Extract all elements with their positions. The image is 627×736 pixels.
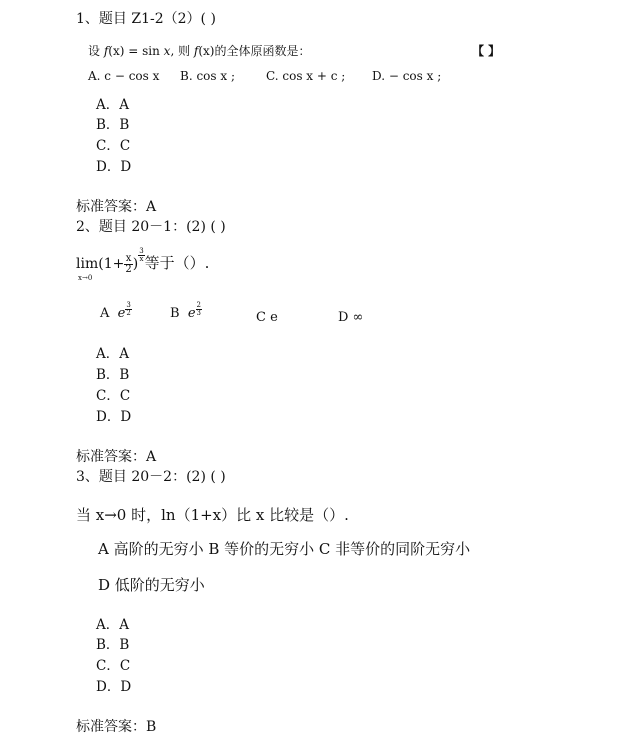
a-exp-num: 3 <box>126 301 131 309</box>
question-3-option-b[interactable]: B．B <box>96 637 130 653</box>
stem-suffix: 的全体原函数是： <box>214 44 311 58</box>
frac-num: x <box>125 252 132 264</box>
question-2-option-a[interactable]: A．A <box>96 346 129 362</box>
question-1-choice-d: D. − cos x ; <box>372 69 442 83</box>
question-3-choices-line-2: D 低阶的无穷小 <box>98 576 205 594</box>
exp-num: 3 <box>139 247 144 255</box>
stem-xv: x <box>163 44 171 58</box>
lim-subscript: x→0 <box>78 274 93 282</box>
question-1-title: 1、题目 Z1-2（2）( ) <box>76 11 216 27</box>
choice-a-exponent <box>125 302 131 317</box>
question-2-option-c[interactable]: C．C <box>96 388 131 404</box>
paren-open: (1+ <box>98 256 125 272</box>
question-1-option-d[interactable]: D．D <box>96 159 132 175</box>
stem-f: f <box>103 44 109 58</box>
question-2-option-d[interactable]: D．D <box>96 409 132 425</box>
question-1-option-b[interactable]: B．B <box>96 117 130 133</box>
stem-text: 设 <box>88 44 104 58</box>
question-1-bracket: 【 】 <box>472 44 501 58</box>
question-1-option-c[interactable]: C．C <box>96 138 131 154</box>
frac-den: 2 <box>125 263 132 275</box>
question-3-title: 3、题目 20－2：(2) ( ) <box>76 469 226 485</box>
b-exp-num: 2 <box>196 301 201 309</box>
stem-f2: f <box>193 44 199 58</box>
question-2-choice-c: C e <box>256 310 278 325</box>
choice-a-label: A <box>100 306 110 321</box>
question-2-choice-d: D ∞ <box>338 310 364 325</box>
choice-b-base: e <box>187 306 196 321</box>
question-2-standard-answer: 标准答案：A <box>76 449 157 465</box>
question-1-standard-answer: 标准答案：A <box>76 199 157 215</box>
stem-x: (x) <box>108 44 125 58</box>
question-3-option-c[interactable]: C．C <box>96 658 131 674</box>
question-3-option-a[interactable]: A．A <box>96 617 129 633</box>
lim-text: lim <box>76 256 99 272</box>
fraction-x-over-2 <box>124 254 132 275</box>
question-2-choice-b <box>170 301 202 321</box>
paren-close: ) <box>132 256 139 272</box>
stem-mid: , 则 <box>170 44 194 58</box>
limit-expression <box>76 256 99 282</box>
question-2-choice-a <box>100 301 132 321</box>
question-2-stem <box>76 247 210 282</box>
choice-a-base: e <box>117 306 126 321</box>
question-2-option-b[interactable]: B．B <box>96 367 130 383</box>
question-2-title: 2、题目 20－1：(2) ( ) <box>76 219 226 235</box>
question-3-stem: 当 x→0 时，ln（1+x）比 x 比较是（）. <box>76 506 349 524</box>
exp-den: x <box>139 255 144 263</box>
question-1-choice-c: C. cos x + c ; <box>266 69 346 83</box>
stem-eq: = sin <box>124 44 164 58</box>
choice-b-label: B <box>170 306 180 321</box>
stem-x2: (x) <box>198 44 215 58</box>
b-exp-den: 3 <box>196 309 201 317</box>
a-exp-den: 2 <box>126 309 131 317</box>
question-3-choices-line-1: A 高阶的无穷小 B 等价的无穷小 C 非等价的同阶无穷小 <box>98 540 471 558</box>
stem-tail: 等于（）. <box>144 254 210 272</box>
choice-b-exponent <box>196 302 202 317</box>
question-1-choice-b: B. cos x ; <box>180 69 235 83</box>
question-1-stem <box>88 42 311 59</box>
question-1-choice-a: A. c − cos x <box>88 69 160 83</box>
question-1-option-a[interactable]: A．A <box>96 97 129 113</box>
question-3-standard-answer: 标准答案：B <box>76 719 157 735</box>
question-3-option-d[interactable]: D．D <box>96 679 132 695</box>
